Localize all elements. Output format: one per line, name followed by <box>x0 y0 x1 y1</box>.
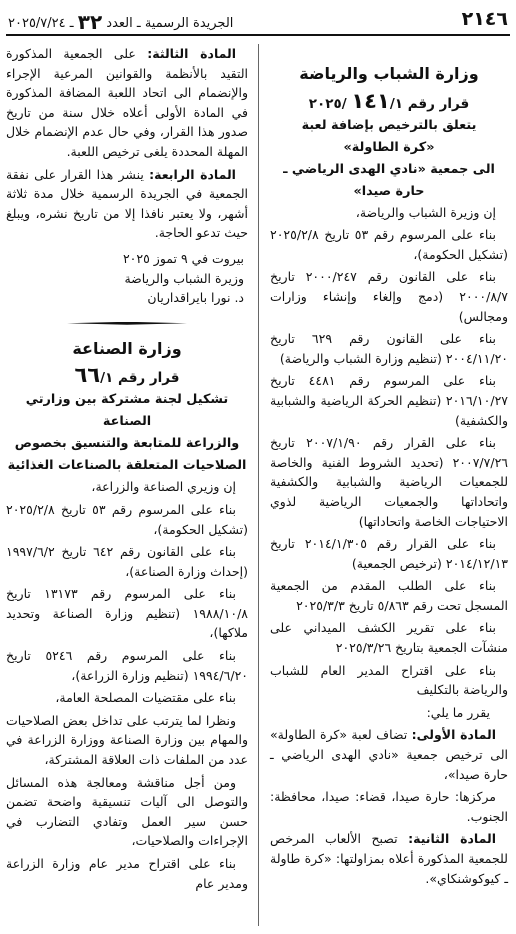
gazette-issue-line <box>8 10 233 34</box>
recital: بناء على تقرير الكشف الميداني على منشآت الجمعية بتاريخ ٢٠٢٥/٣/٢٦ <box>270 620 508 656</box>
left-column <box>6 44 248 926</box>
recital: بناء على المرسوم رقم ٥٣ تاريخ ٢٠٢٥/٢/٨ (تشكيل الحكومة)، <box>6 501 248 537</box>
signature-block <box>6 249 248 308</box>
recital: بناء على اقتراح المدير العام للشباب والرياضة بالتكليف <box>270 662 508 698</box>
right-column <box>270 44 508 926</box>
recital: بناء على اقتراح مدير عام وزارة الزراعة ومدير عام <box>6 856 248 891</box>
article-2: المادة الثانية: تصبح الألعاب المرخص للجمعية المذكورة أعلاه بمزاولتها: «كرة طاولة ـ كيوكوشنكاي». <box>270 831 508 886</box>
decision-number: قرار رقم ١٤١/١ /٢٠٢٥ <box>308 88 470 113</box>
article-1-location: مركزها: حارة صيدا، قضاء: صيدا، محافظة: الجنوب. <box>270 789 508 824</box>
recital: بناء على القرار رقم ٢٠١٤/١/٣٠٥ تاريخ ٢٠١٤/١٢/١٣ (ترخيص الجمعية) <box>270 536 508 571</box>
recital: بناء على القانون رقم ٦٤٢ تاريخ ١٩٩٧/٦/٢ (إحداث وزارة الصناعة)، <box>6 544 248 579</box>
page-number: ٢١٤٦ <box>461 8 508 30</box>
section-separator <box>67 322 187 325</box>
ministry-title: وزارة الشباب والرياضة <box>299 64 479 83</box>
decision-number-2: قرار رقم ٦٦/١ <box>74 363 180 388</box>
decision-subject: يتعلق بالترخيص بإضافة لعبة «كرة الطاولة» الى جمعية «نادي الهدى الرياضي ـ حارة صيدا» <box>283 117 495 199</box>
recital: بناء على القانون رقم ٦٢٩ تاريخ ٢٠٠٤/١١/٢٠ (تنظيم وزارة الشباب والرياضة) <box>270 331 508 366</box>
sign-name: د. نورا بايراقداريان <box>147 290 244 306</box>
article-1: المادة الأولى: تضاف لعبة «كرة الطاولة» الى ترخيص جمعية «نادي الهدى الرياضي ـ حارة صيدا»، <box>270 727 508 782</box>
recital: بناء على القانون رقم ٢٠٠٠/٢٤٧ تاريخ ٢٠٠٠/٨/٧ (دمج وإلغاء وإنشاء وزارات ومجالس) <box>270 269 508 324</box>
article-4: المادة الرابعة: ينشر هذا القرار على نفقة الجمعية في الجريدة الرسمية خلال مدة ثلاثة أشهر، ولا يعتبر نافذا إلا من تاريخ نشره، ويبلغ حيث تدعو الحاجة. <box>6 166 248 241</box>
issue-date: ـ ٢٠٢٥/٧/٢٤ <box>8 16 74 31</box>
sign-title: وزيرة الشباب والرياضة <box>124 270 244 286</box>
issue-number: ٣٢ <box>77 10 103 34</box>
recital: بناء على المرسوم رقم ٥٣ تاريخ ٢٠٢٥/٢/٨ (تشكيل الحكومة)، <box>270 227 508 262</box>
recital: بناء على الطلب المقدم من الجمعية المسجل تحت رقم ٥/٨٦٣ تاريخ ٢٠٢٥/٣/٣ <box>270 578 508 613</box>
ministry-title-2: وزارة الصناعة <box>72 338 182 358</box>
recital: بناء على القرار رقم ٢٠٠٧/١/٩٠ تاريخ ٢٠٠٧/٧/٢٦ (تحديد الشروط الفنية والخاصة للجمعيات الرياضية والشبابية والكشفية واتحاداتها والجمعيات الرياضية لذوي الاحتياجات الخاصة واتحاداتها) <box>270 435 508 529</box>
recital: بناء على المرسوم رقم ٥٢٤٦ تاريخ ١٩٩٤/٦/٢٠ (تنظيم وزارة الزراعة)، <box>6 648 248 683</box>
recital: بناء على مقتضيات المصلحة العامة، <box>55 690 236 706</box>
page-header <box>6 4 510 36</box>
recital: بناء على المرسوم رقم ١٣١٧٣ تاريخ ١٩٨٨/١٠/٨ (تنظيم وزارة الصناعة وتحديد ملاكها)، <box>6 586 248 641</box>
recital: ومن أجل مناقشة ومعالجة هذه المسائل والتوصل الى آليات تنسيقية واضحة تضمن حسن سير العمل وتفادي التضارب في الإجراءات والصلاحيات، <box>6 774 248 849</box>
intro-line-2: إن وزيري الصناعة والزراعة، <box>91 479 236 495</box>
recital: ونظرا لما يترتب على تداخل بعض الصلاحيات والمهام بين وزارة الصناعة ووزارة الزراعة في عدد من الملفات ذات العلاقة المشتركة، <box>6 712 248 768</box>
gazette-title: الجريدة الرسمية ـ العدد <box>106 16 234 31</box>
article-3: المادة الثالثة: على الجمعية المذكورة التقيد بالأنظمة والقوانين المرعية الإجراء والإنضمام الى اتحاد اللعبة المضافة المذكورة في المادة الأولى أعلاه خلال سنة من تاريخ صدور هذا القرار، وفي حال عدم الإنضمام خلال المهلة المحددة يلغى ترخيص اللعبة. <box>6 46 248 159</box>
sign-place-date: بيروت في ٩ تموز ٢٠٢٥ <box>122 250 244 266</box>
decides-line: يقرر ما يلي: <box>426 704 490 720</box>
recital: بناء على المرسوم رقم ٤٤٨١ تاريخ ٢٠١٦/١٠/٢٧ (تنظيم الحركة الرياضية والشبابية والكشفية) <box>270 373 508 428</box>
column-divider <box>258 44 259 926</box>
intro-line: إن وزيرة الشباب والرياضة، <box>355 204 496 220</box>
decision-subject-2: تشكيل لجنة مشتركة بين وزارتي الصناعة والزراعة للمتابعة والتنسيق بخصوص الصلاحيات المتعلقة بالصناعات الغذائية <box>7 392 247 474</box>
